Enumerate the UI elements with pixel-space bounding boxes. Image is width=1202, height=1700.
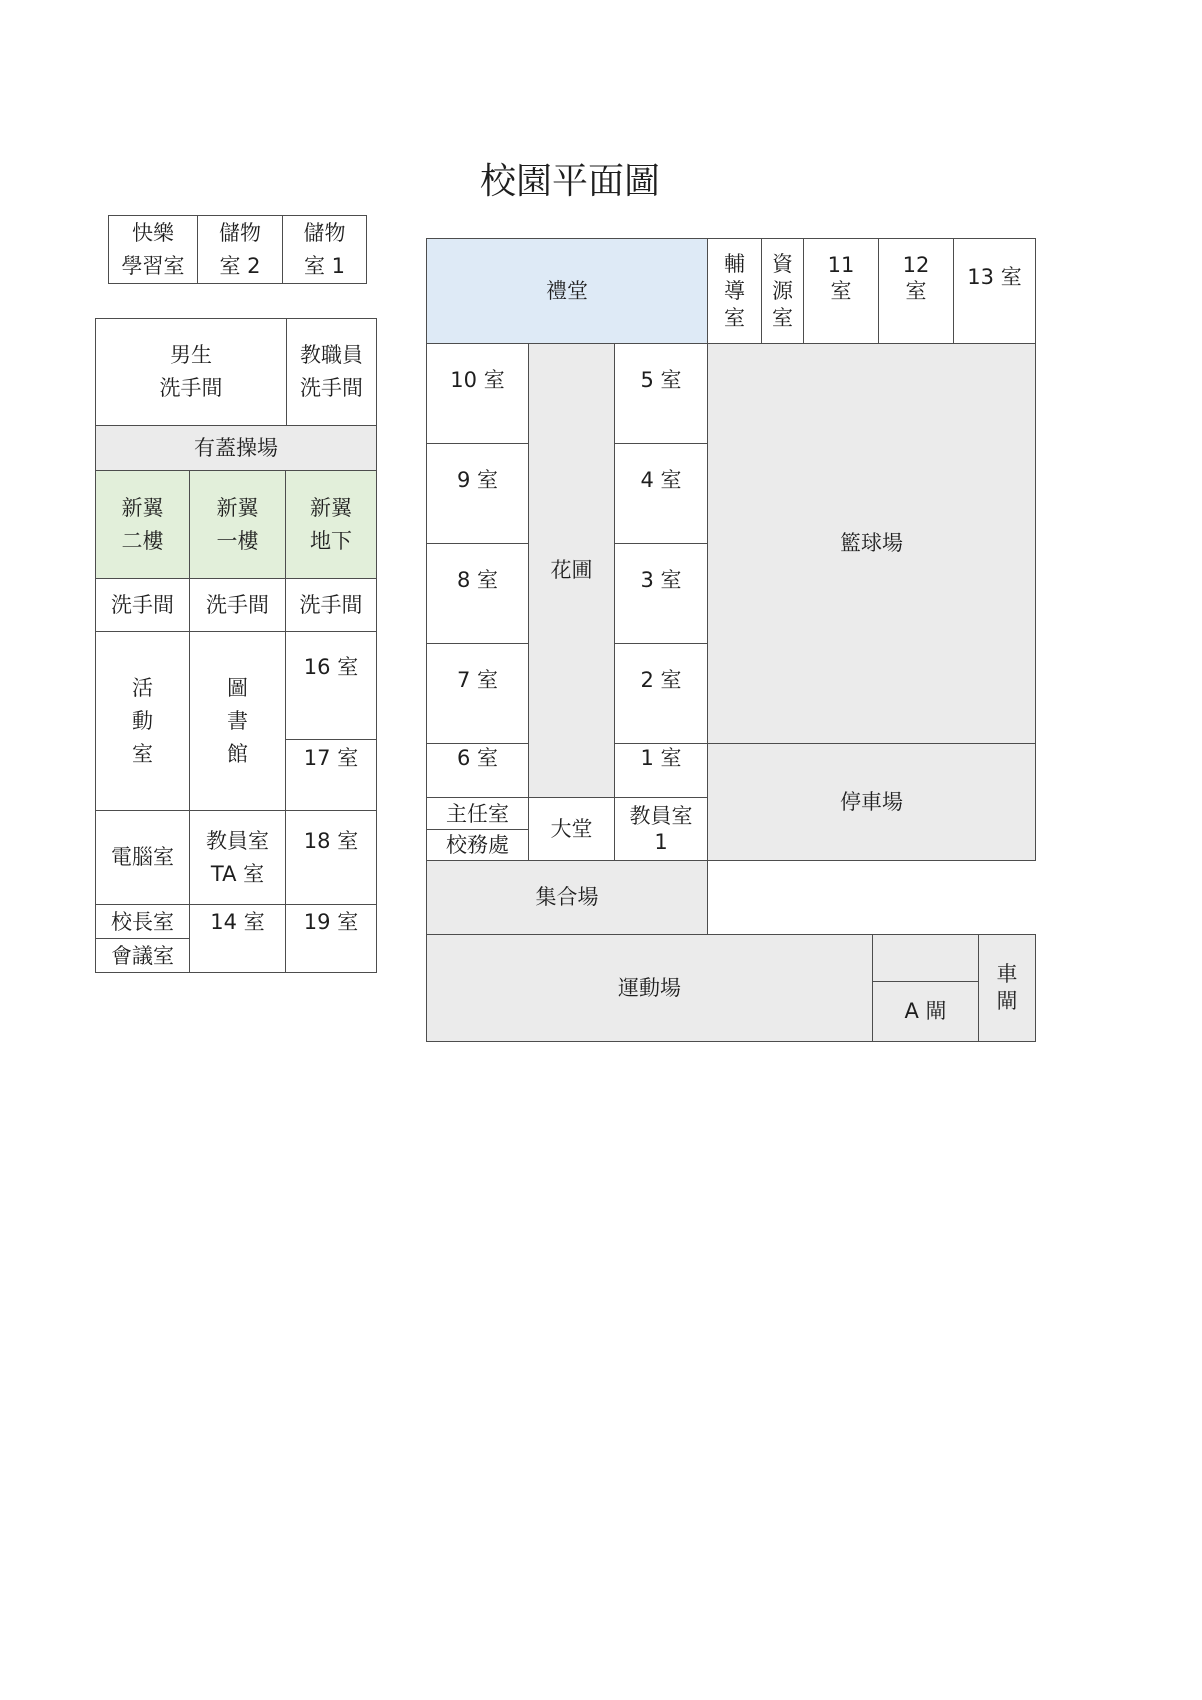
- resource-room: 資 源 室: [761, 238, 804, 344]
- washroom-2f: 洗手間: [95, 578, 190, 632]
- basketball-court: 籃球場: [707, 343, 1036, 744]
- principal-room: 校長室: [95, 904, 190, 939]
- room-5: 5 室: [614, 343, 708, 444]
- storage-room-2: 儲物 室 2: [197, 215, 283, 284]
- boys-washroom: 男生 洗手間: [95, 318, 287, 426]
- room-13: 13 室: [953, 238, 1036, 344]
- washroom-basement: 洗手間: [285, 578, 377, 632]
- computer-room: 電腦室: [95, 810, 190, 905]
- gatehouse-area: [872, 934, 979, 982]
- room-7: 7 室: [426, 643, 529, 744]
- garden: 花圃: [528, 343, 615, 798]
- staff-ta-room: 教員室 TA 室: [189, 810, 286, 905]
- room-6: 6 室: [426, 743, 529, 798]
- meeting-room: 會議室: [95, 938, 190, 973]
- vehicle-gate: 車 閘: [978, 934, 1036, 1042]
- new-wing-1f: 新翼 一樓: [189, 470, 286, 579]
- storage-room-1: 儲物 室 1: [282, 215, 367, 284]
- room-8: 8 室: [426, 543, 529, 644]
- new-wing-basement: 新翼 地下: [285, 470, 377, 579]
- room-9: 9 室: [426, 443, 529, 544]
- lobby: 大堂: [528, 797, 615, 861]
- counselling-room: 輔 導 室: [707, 238, 762, 344]
- assembly-area: 集合場: [426, 860, 708, 935]
- happy-learning-room: 快樂 學習室: [108, 215, 198, 284]
- general-office: 校務處: [426, 829, 529, 861]
- room-14: 14 室: [189, 904, 286, 973]
- room-16: 16 室: [285, 631, 377, 740]
- room-19: 19 室: [285, 904, 377, 973]
- room-3: 3 室: [614, 543, 708, 644]
- sports-field: 運動場: [426, 934, 873, 1042]
- room-18: 18 室: [285, 810, 377, 905]
- covered-playground: 有蓋操場: [95, 425, 377, 471]
- room-2: 2 室: [614, 643, 708, 744]
- hall: 禮堂: [426, 238, 708, 344]
- washroom-1f: 洗手間: [189, 578, 286, 632]
- room-17: 17 室: [285, 739, 377, 811]
- activity-room: 活 動 室: [95, 631, 190, 811]
- room-10: 10 室: [426, 343, 529, 444]
- room-1: 1 室: [614, 743, 708, 798]
- new-wing-2f: 新翼 二樓: [95, 470, 190, 579]
- room-12: 12 室: [878, 238, 954, 344]
- room-11: 11 室: [803, 238, 879, 344]
- page-title: 校園平面圖: [479, 161, 660, 202]
- car-park: 停車場: [707, 743, 1036, 861]
- staff-room-1: 教員室 1: [614, 797, 708, 861]
- staff-washroom: 教職員 洗手間: [286, 318, 377, 426]
- library: 圖 書 館: [189, 631, 286, 811]
- supervisor-room: 主任室: [426, 797, 529, 830]
- room-4: 4 室: [614, 443, 708, 544]
- gate-a: A 閘: [872, 981, 979, 1042]
